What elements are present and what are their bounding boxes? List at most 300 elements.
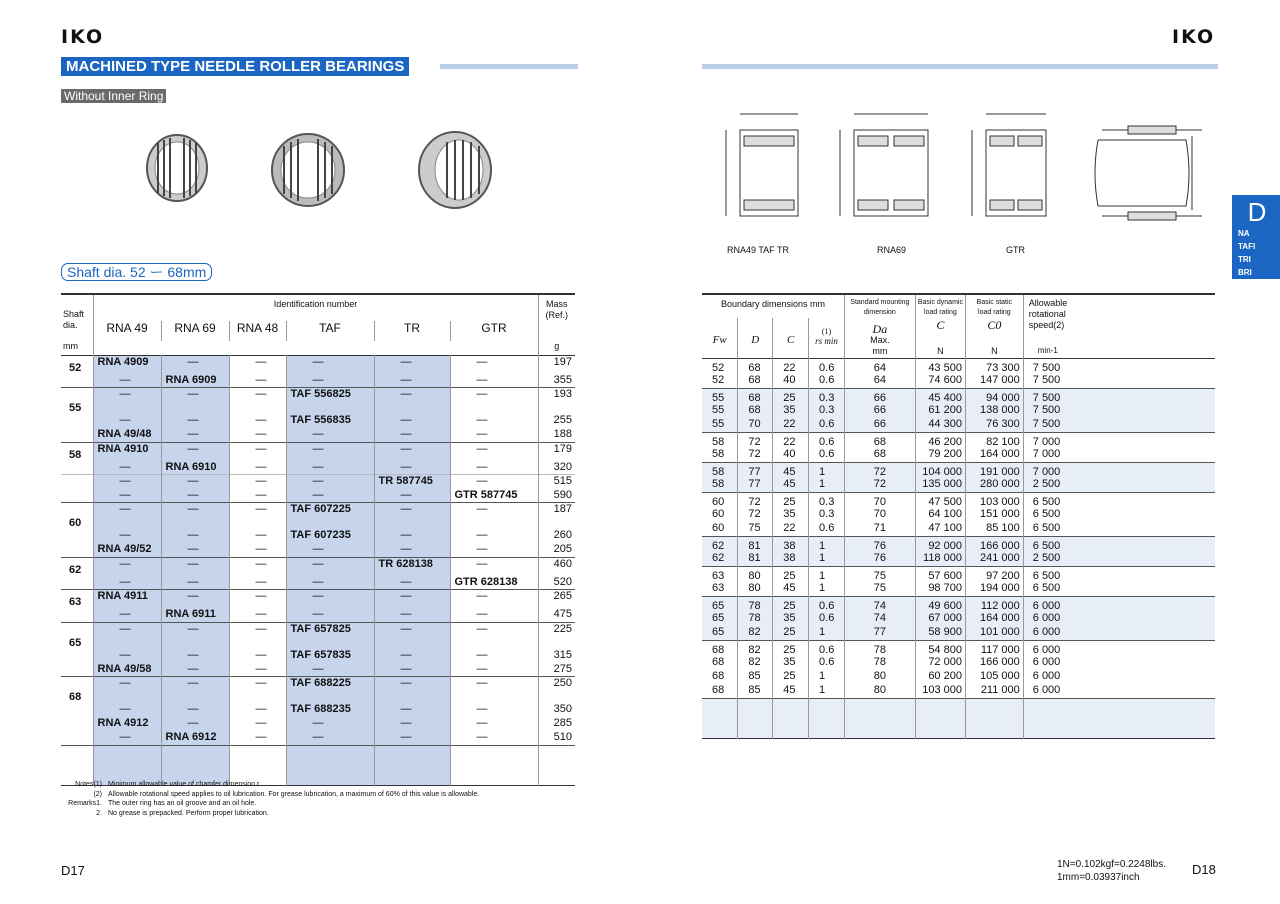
mass-value: 355 [538, 374, 575, 388]
table-row [702, 670, 1215, 684]
dim-cell: 60 200 [915, 670, 965, 684]
section-tab-bri[interactable]: BRI [1238, 268, 1252, 277]
ident-cell: — [161, 442, 229, 461]
dim-cell: 78 [844, 656, 915, 670]
hdr-r-note: (1) [821, 327, 832, 336]
table-row [702, 656, 1215, 670]
dim-cell: 35 [773, 508, 809, 522]
dim-cell: 7 500 [1023, 404, 1215, 418]
mass-value: 515 [538, 475, 575, 489]
ident-cell: — [229, 731, 286, 745]
table-row [61, 543, 575, 557]
ident-cell: — [161, 703, 229, 717]
table-row [61, 717, 575, 731]
dim-cell: 72 [738, 492, 773, 508]
mass-value: 350 [538, 703, 575, 717]
dim-cell: 60 [712, 508, 725, 520]
ident-cell: — [374, 677, 450, 704]
dim-cell: 25 [773, 596, 809, 612]
hdr-n: N [915, 346, 965, 358]
ident-cell: — [450, 649, 538, 663]
dim-cell: 112 000 [965, 596, 1023, 612]
dim-cell: 55 [712, 404, 725, 416]
dim-cell: 22 [773, 432, 809, 448]
dim-cell: 75 [844, 582, 915, 596]
ident-cell: GTR 628138 [450, 576, 538, 590]
dim-cell: 1 [809, 684, 845, 698]
hdr-max: Max. [870, 335, 890, 345]
ident-cell: — [161, 677, 229, 704]
ident-cell: — [374, 590, 450, 609]
hdr-col-0: RNA 49 [93, 321, 161, 341]
ident-cell: — [450, 529, 538, 543]
shaft-dia: 65 [61, 622, 93, 649]
dim-cell: 85 [738, 684, 773, 698]
dim-cell: 25 [773, 566, 809, 582]
dim-cell: 65 [712, 612, 725, 624]
ident-cell: — [374, 663, 450, 677]
dim-cell: 40 [773, 448, 809, 462]
ident-cell: TAF 657825 [286, 622, 374, 649]
ident-cell: — [374, 608, 450, 622]
ident-cell: — [93, 576, 161, 590]
conversion-2: 1mm=0.03937inch [1057, 872, 1140, 883]
dim-cell: 68 [738, 404, 773, 418]
dim-cell: 58 [712, 435, 725, 448]
dim-cell: 68 [738, 388, 773, 404]
ident-cell: — [286, 461, 374, 475]
dim-cell: 2 500 [1023, 552, 1215, 566]
dimensions-table [702, 293, 1215, 739]
diagram-mounting-icon [1095, 126, 1202, 220]
hdr-ars: Allowable [1028, 298, 1068, 308]
ident-cell: — [229, 388, 286, 415]
dim-cell: 85 [738, 670, 773, 684]
table-row [61, 529, 575, 543]
ident-cell: — [229, 576, 286, 590]
shaft-dia: 58 [61, 442, 93, 461]
ident-cell: TAF 607235 [286, 529, 374, 543]
mass-value: 475 [538, 608, 575, 622]
ident-cell: — [93, 557, 161, 576]
ident-cell: — [286, 731, 374, 745]
table-row [61, 608, 575, 622]
table-row [61, 428, 575, 442]
dim-cell: 7 500 [1023, 418, 1215, 432]
note-key: Notes(1) [75, 781, 102, 788]
dim-cell: 55 [712, 391, 725, 404]
hdr-rpm: min-1 [1023, 346, 1215, 358]
table-row [702, 432, 1215, 448]
dim-cell: 0.3 [809, 388, 845, 404]
dim-cell: 68 [712, 684, 725, 696]
mass-value: 315 [538, 649, 575, 663]
dim-cell: 1 [809, 462, 845, 478]
ident-cell: — [450, 608, 538, 622]
table-row [702, 684, 1215, 698]
table-row [702, 566, 1215, 582]
ident-cell: — [161, 428, 229, 442]
ident-cell: — [450, 461, 538, 475]
ident-cell: — [93, 374, 161, 388]
page-number-right: D18 [1192, 862, 1216, 877]
ident-cell: — [450, 677, 538, 704]
dim-cell: 44 300 [915, 418, 965, 432]
dim-cell: 7 000 [1023, 448, 1215, 462]
ident-cell: — [450, 503, 538, 530]
subtitle-tag: Without Inner Ring [61, 89, 166, 103]
ident-cell: — [286, 355, 374, 374]
ident-cell: — [286, 374, 374, 388]
dim-cell: 47 500 [915, 492, 965, 508]
ident-cell: — [374, 503, 450, 530]
dim-cell: 76 300 [965, 418, 1023, 432]
dim-cell: 94 000 [965, 388, 1023, 404]
dim-cell: 45 [773, 582, 809, 596]
ident-cell: RNA 4910 [93, 442, 161, 461]
mass-value: 265 [538, 590, 575, 609]
dim-cell: 6 500 [1023, 522, 1215, 536]
dim-cell: 68 [712, 670, 725, 682]
diagram-rna69-icon [840, 114, 928, 216]
dim-cell: 76 [844, 552, 915, 566]
hdr-boundary: Boundary dimensions mm [720, 299, 825, 309]
table-row [702, 448, 1215, 462]
dim-cell: 75 [738, 522, 773, 536]
dim-cell: 65 [712, 599, 725, 612]
shaft-dia: 62 [61, 557, 93, 576]
bearing-photo-3-icon [419, 132, 491, 208]
table-row [61, 355, 575, 374]
table-row [61, 374, 575, 388]
dim-cell: 0.6 [809, 432, 845, 448]
dim-cell: 58 [712, 465, 725, 478]
ident-cell: — [229, 608, 286, 622]
ident-cell: — [374, 355, 450, 374]
dim-cell: 1 [809, 478, 845, 492]
table-row [61, 731, 575, 745]
ident-cell: TR 587745 [374, 475, 450, 489]
ident-cell: — [450, 414, 538, 428]
dim-cell: 0.6 [809, 656, 845, 670]
table-row [702, 612, 1215, 626]
ident-cell: — [286, 717, 374, 731]
dim-cell: 22 [773, 418, 809, 432]
dim-cell: 63 [712, 569, 725, 582]
hdr-col-5: GTR [450, 321, 538, 341]
dim-cell: 22 [773, 358, 809, 374]
dim-cell: 0.6 [809, 358, 845, 374]
dim-cell: 82 100 [965, 432, 1023, 448]
ident-cell: — [374, 414, 450, 428]
dim-cell: 35 [773, 656, 809, 670]
mass-value: 260 [538, 529, 575, 543]
dim-cell: 55 [712, 418, 725, 430]
ident-cell: — [229, 461, 286, 475]
ident-cell: — [450, 590, 538, 609]
diagram-label-gtr: GTR [1006, 245, 1025, 255]
dim-cell: 72 [844, 478, 915, 492]
dim-cell: 66 [844, 388, 915, 404]
hdr-load2: load rating [978, 309, 1011, 316]
hdr-dimension: dimension [863, 309, 896, 316]
dim-cell: 6 500 [1023, 492, 1215, 508]
hdr-c: C [773, 318, 809, 346]
section-tab-letter: D [1247, 197, 1267, 227]
mass-value: 188 [538, 428, 575, 442]
shaft-dia: 63 [61, 590, 93, 609]
dim-cell: 0.6 [809, 418, 845, 432]
hdr-bsl: Basic static [976, 299, 1013, 306]
ident-cell: — [93, 649, 161, 663]
dim-cell: 0.6 [809, 448, 845, 462]
mass-value: 320 [538, 461, 575, 475]
dim-cell: 25 [773, 670, 809, 684]
dim-cell: 72 [738, 448, 773, 462]
table-row [61, 475, 575, 489]
diagram-label-rna69: RNA69 [877, 245, 907, 255]
mass-value: 255 [538, 414, 575, 428]
ident-cell: — [374, 717, 450, 731]
table-row [702, 374, 1215, 388]
ident-cell: — [450, 374, 538, 388]
ident-cell: — [229, 503, 286, 530]
dim-cell: 6 000 [1023, 612, 1215, 626]
dim-cell: 1 [809, 670, 845, 684]
ident-cell: — [374, 731, 450, 745]
ident-cell: — [93, 388, 161, 415]
ident-cell: — [161, 388, 229, 415]
dim-cell: 68 [844, 448, 915, 462]
ident-cell: — [229, 703, 286, 717]
table-row [61, 489, 575, 503]
dim-cell: 68 [738, 374, 773, 388]
table-row [702, 640, 1215, 656]
dim-cell: 58 900 [915, 626, 965, 640]
table-row [702, 552, 1215, 566]
ident-cell: — [229, 717, 286, 731]
dim-cell: 6 000 [1023, 656, 1215, 670]
hdr-col-4: TR [374, 321, 450, 341]
dim-cell: 7 000 [1023, 432, 1215, 448]
dim-cell: 81 [738, 536, 773, 552]
diagram-rna49-icon [726, 114, 798, 216]
ident-cell: — [93, 608, 161, 622]
ident-cell: — [374, 576, 450, 590]
dim-cell: 82 [738, 656, 773, 670]
section-tab-tafi[interactable]: TAFI [1238, 242, 1256, 251]
diagram-gtr-icon [972, 114, 1046, 216]
dim-cell: 65 [712, 626, 725, 638]
hdr-bdl: Basic dynamic [917, 299, 963, 306]
dim-cell: 60 [712, 522, 725, 534]
dim-cell: 68 [738, 358, 773, 374]
dim-cell: 62 [712, 539, 725, 552]
dim-cell: 74 [844, 612, 915, 626]
hdr-da: Da [872, 322, 888, 336]
shaft-dia: 60 [61, 503, 93, 530]
hdr-load1: load rating [924, 309, 957, 316]
dim-cell: 25 [773, 388, 809, 404]
hdr-cc: C [915, 318, 965, 346]
hdr-mass: Mass [545, 299, 568, 309]
hdr-ident: Identification number [273, 299, 358, 309]
ident-cell: TAF 556835 [286, 414, 374, 428]
ident-cell: — [161, 489, 229, 503]
ident-cell: — [286, 608, 374, 622]
ident-cell: — [229, 355, 286, 374]
ident-cell: TAF 688225 [286, 677, 374, 704]
bearing-photos [140, 128, 500, 218]
ident-cell: — [286, 428, 374, 442]
dim-cell: 57 600 [915, 566, 965, 582]
ident-cell: RNA 49/52 [93, 543, 161, 557]
identification-table [61, 293, 575, 786]
dim-cell: 43 500 [915, 358, 965, 374]
shaft-dia [61, 475, 93, 489]
ident-cell: — [161, 355, 229, 374]
bearing-photo-1-icon [147, 135, 207, 201]
table-row [61, 576, 575, 590]
dim-cell: 58 [712, 448, 725, 460]
dim-cell: 72 000 [915, 656, 965, 670]
ident-cell: — [374, 703, 450, 717]
ident-cell: — [450, 355, 538, 374]
section-tab[interactable] [1232, 195, 1280, 279]
ident-cell: — [286, 576, 374, 590]
ident-cell: — [450, 543, 538, 557]
dim-cell: 135 000 [915, 478, 965, 492]
shaft-dia: 68 [61, 677, 93, 704]
table-row [61, 649, 575, 663]
dim-cell: 6 500 [1023, 508, 1215, 522]
ident-cell: — [93, 529, 161, 543]
dim-cell: 52 [712, 361, 725, 374]
dim-cell: 0.3 [809, 508, 845, 522]
ident-cell: — [93, 731, 161, 745]
dim-cell: 6 500 [1023, 536, 1215, 552]
dim-cell: 74 600 [915, 374, 965, 388]
ident-cell: GTR 587745 [450, 489, 538, 503]
hdr-n2: N [965, 346, 1023, 358]
shaft-dia: 55 [61, 388, 93, 415]
bearing-diagrams [712, 100, 1222, 230]
hdr-col-3: TAF [286, 321, 374, 341]
dim-cell: 78 [738, 596, 773, 612]
dim-cell: 25 [773, 626, 809, 640]
section-tab-tri[interactable]: TRI [1238, 255, 1251, 264]
ident-cell: — [229, 442, 286, 461]
dim-cell: 0.6 [809, 522, 845, 536]
ident-cell: — [374, 543, 450, 557]
dim-cell: 70 [844, 508, 915, 522]
dim-cell: 104 000 [915, 462, 965, 478]
hdr-std: Standard mounting [850, 299, 910, 306]
table-row [702, 626, 1215, 640]
hdr-col-1: RNA 69 [161, 321, 229, 341]
ident-cell: — [229, 663, 286, 677]
table-row [702, 462, 1215, 478]
dim-cell: 7 500 [1023, 374, 1215, 388]
ident-cell: — [450, 717, 538, 731]
dim-cell: 80 [844, 670, 915, 684]
ident-cell: RNA 6909 [161, 374, 229, 388]
dim-cell: 67 000 [915, 612, 965, 626]
dim-cell: 101 000 [965, 626, 1023, 640]
mass-value: 197 [538, 355, 575, 374]
shaft-dia: 52 [61, 355, 93, 374]
dim-cell: 78 [844, 640, 915, 656]
ident-cell: — [450, 663, 538, 677]
dim-cell: 1 [809, 582, 845, 596]
ident-cell: — [374, 529, 450, 543]
note-key: 2. [96, 809, 102, 817]
conversion-1: 1N=0.102kgf=0.2248lbs. [1057, 859, 1166, 870]
ident-cell: — [229, 489, 286, 503]
hdr-mm: mm [61, 341, 93, 355]
mass-value: 250 [538, 677, 575, 704]
table-row [61, 663, 575, 677]
ident-cell: — [93, 489, 161, 503]
ident-cell: — [93, 414, 161, 428]
ident-cell: — [229, 557, 286, 576]
ident-cell: — [161, 576, 229, 590]
ident-cell: — [374, 388, 450, 415]
ident-cell: — [374, 442, 450, 461]
dim-cell: 54 800 [915, 640, 965, 656]
ident-cell: — [450, 703, 538, 717]
table-row [61, 414, 575, 428]
note-key: (2) [93, 790, 102, 798]
dim-cell: 0.6 [809, 612, 845, 626]
table-row [702, 536, 1215, 552]
ident-cell: — [93, 503, 161, 530]
ident-cell: — [161, 529, 229, 543]
dim-cell: 61 200 [915, 404, 965, 418]
ident-cell: — [374, 428, 450, 442]
ident-cell: TAF 556825 [286, 388, 374, 415]
note-text: Allowable rotational speed applies to oil lubrication. For grease lubrication, a maximum of 60% of this value is allowable. [108, 790, 480, 798]
table-row [702, 492, 1215, 508]
dim-cell: 45 [773, 684, 809, 698]
ident-cell: — [286, 489, 374, 503]
ident-cell: RNA 49/58 [93, 663, 161, 677]
ident-cell: — [161, 663, 229, 677]
table-row [702, 582, 1215, 596]
ident-cell: — [229, 374, 286, 388]
section-tab-na[interactable]: NA [1238, 229, 1250, 238]
dim-cell: 71 [844, 522, 915, 536]
dim-cell: 194 000 [965, 582, 1023, 596]
table-row [61, 557, 575, 576]
mass-value: 193 [538, 388, 575, 415]
ident-cell: — [450, 731, 538, 745]
dim-cell: 63 [712, 582, 725, 594]
dim-cell: 6 000 [1023, 596, 1215, 612]
ident-cell: RNA 49/48 [93, 428, 161, 442]
dim-cell: 77 [738, 478, 773, 492]
dim-cell: 70 [844, 492, 915, 508]
ident-cell: — [286, 475, 374, 489]
dim-cell: 38 [773, 552, 809, 566]
mass-value: 285 [538, 717, 575, 731]
table-row [702, 358, 1215, 374]
ident-cell: — [286, 590, 374, 609]
dim-cell: 6 000 [1023, 640, 1215, 656]
table-row [61, 442, 575, 461]
mass-value: 187 [538, 503, 575, 530]
table-row [702, 404, 1215, 418]
